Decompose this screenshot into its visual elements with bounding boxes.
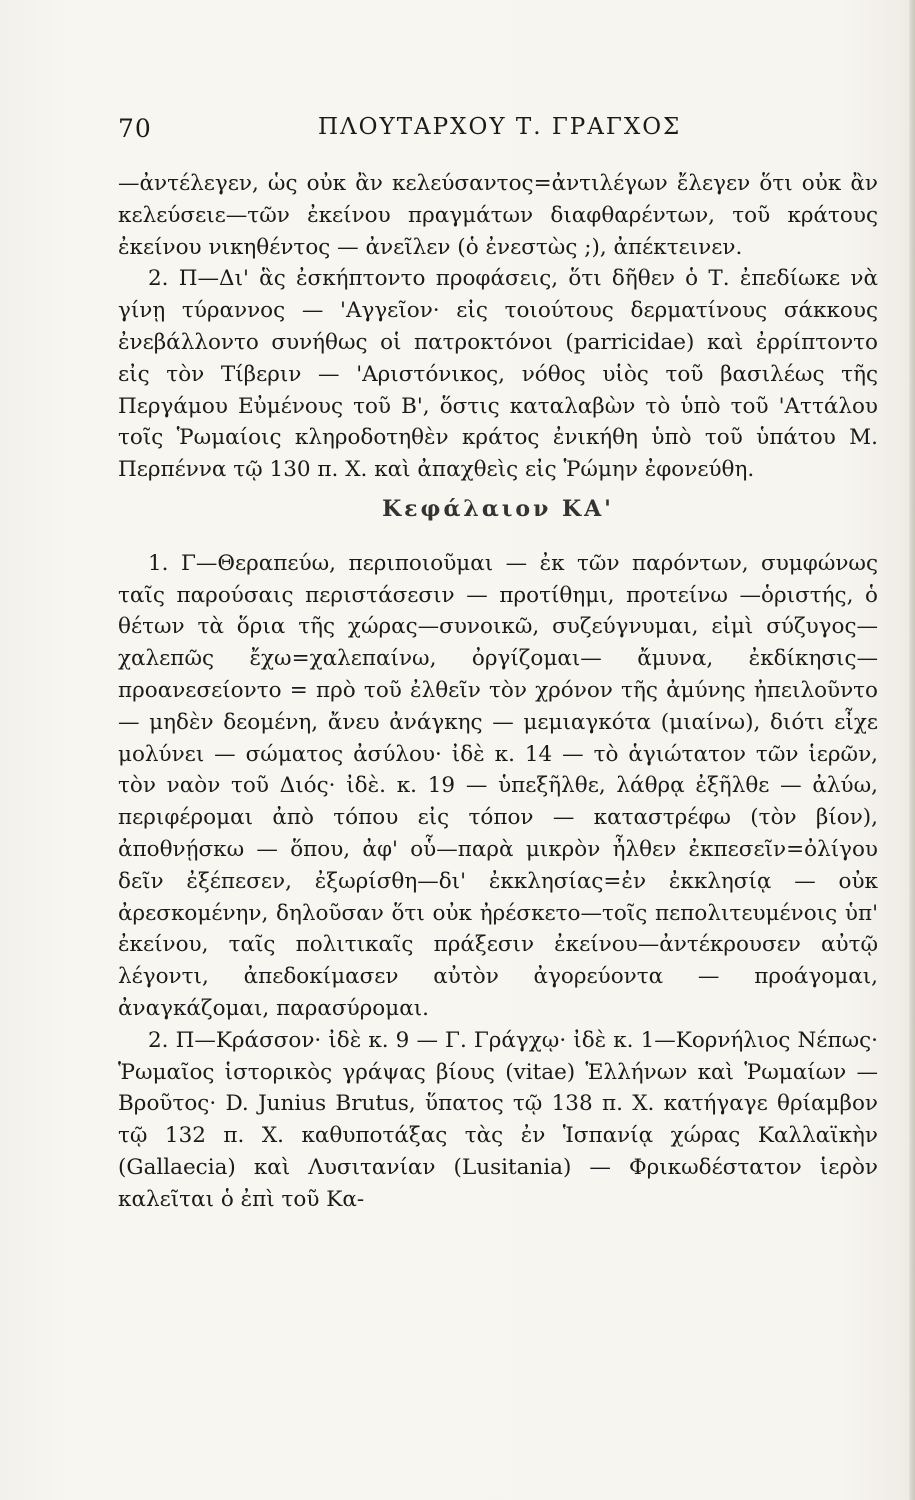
running-title: ΠΛΟΥΤΑΡΧΟΥ Τ. ΓΡΑΓΧΟΣ xyxy=(318,114,682,140)
page-number: 70 xyxy=(118,114,152,143)
paragraph-chapter-note-1: 1. Γ—Θεραπεύω, περιποιοῦμαι — ἐκ τῶν παρόντων, συμφώνως ταῖς παρούσαις περιστάσεσιν — προτίθημι, προτείνω —ὁριστής, ὁ θέτων τὰ ὅρια τῆς χώρας—συνοικῶ, συζεύγνυμαι, εἰμὶ σύζυγος—χαλεπῶς ἔχω=χαλεπαίνω, ὀργίζομαι— ἄμυνα, ἐκδίκησις— προανεσείοντο = πρὸ τοῦ ἐλθεῖν τὸν χρόνον τῆς ἀμύνης ἠπειλοῦντο — μηδὲν δεομένη, ἄνευ ἀνάγκης — μεμιαγκότα (μιαίνω), διότι εἶχε μολύνει — σώματος ἀσύλου· ἰδὲ κ. 14 — τὸ ἁγιώτατον τῶν ἱερῶν, τὸν ναὸν τοῦ Διός· ἰδὲ. κ. 19 — ὑπεξῆλθε, λάθρᾳ ἐξῆλθε — ἀλύω, περιφέρομαι ἀπὸ τόπου εἰς τόπον — καταστρέφω (τὸν βίον), ἀποθνῄσκω — ὅπου, ἀφ' οὗ—παρὰ μικρὸν ἦλθεν ἐκπεσεῖν=ὀλίγου δεῖν ἐξέπεσεν, ἐξωρίσθη—δι' ἐκκλησίας=ἐν ἐκκλησίᾳ — οὐκ ἀρεσκομένην, δηλοῦσαν ὅτι οὐκ ἠρέσκετο—τοῖς πεπολιτευμένοις ὑπ' ἐκείνου, ταῖς πολιτικαῖς πράξεσιν ἐκείνου—ἀντέκρουσεν αὐτῷ λέγοντι, ἀπεδοκίμασεν αὐτὸν ἀγορεύοντα — προάγομαι, ἀναγκάζομαι, παρασύρομαι. xyxy=(118,550,878,1021)
page-binding-edge xyxy=(909,0,915,1500)
paragraph-note-2: 2. Π—Δι' ἃς ἐσκήπτοντο προφάσεις, ὅτι δῆθεν ὁ Τ. ἐπεδίωκε νὰ γίνῃ τύραννος — 'Αγγεῖον· εἰς τοιούτους δερματίνους σάκκους ἐνεβάλλοντο συνήθως οἱ πατροκτόνοι (parricidae) καὶ ἐρρίπτοντο εἰς τὸν Τίβεριν — 'Αριστόνικος, νόθος υἱὸς τοῦ βασιλέως τῆς Περγάμου Εὐμένους τοῦ Β', ὅστις καταλαβὼν τὸ ὑπὸ τοῦ 'Αττάλου τοῖς Ῥωμαίοις κληροδοτηθὲν κράτος ἐνικήθη ὑπὸ τοῦ ὑπάτου Μ. Περπέννα τῷ 130 π. Χ. καὶ ἀπαχθεὶς εἰς Ῥώμην ἐφονεύθη. xyxy=(118,266,878,483)
paragraph-chapter-note-2: 2. Π—Κράσσον· ἰδὲ κ. 9 — Γ. Γράγχῳ· ἰδὲ κ. 1—Κορνήλιος Νέπως· Ῥωμαῖος ἱστορικὸς γράψας βίους (vitae) Ἑλλήνων καὶ Ῥωμαίων —Βροῦτος· D. Junius Brutus, ὕπατος τῷ 138 π. Χ. κατήγαγε θρίαμβον τῷ 132 π. Χ. καθυποτάξας τὰς ἐν Ἱσπανίᾳ χώρας Καλλαϊκὴν (Gallaecia) καὶ Λυσιτανίαν (Lusitania) — Φρικωδέστατον ἱερὸν καλεῖται ὁ ἐπὶ τοῦ Κα- xyxy=(118,1027,878,1212)
commentary-body xyxy=(118,168,878,1216)
paragraph-continuation: —ἀντέλεγεν, ὡς οὐκ ἂν κελεύσαντος=ἀντιλέγων ἔλεγεν ὅτι οὐκ ἂν κελεύσειε—τῶν ἐκείνου πραγμάτων διαφθαρέντων, τοῦ κράτους ἐκείνου νικηθέντος — ἀνεῖλεν (ὁ ἐνεστὼς ;), ἀπέκτεινεν. xyxy=(118,171,878,260)
page-header xyxy=(118,114,878,154)
chapter-heading: Κεφάλαιον ΚΑ' xyxy=(382,495,614,522)
